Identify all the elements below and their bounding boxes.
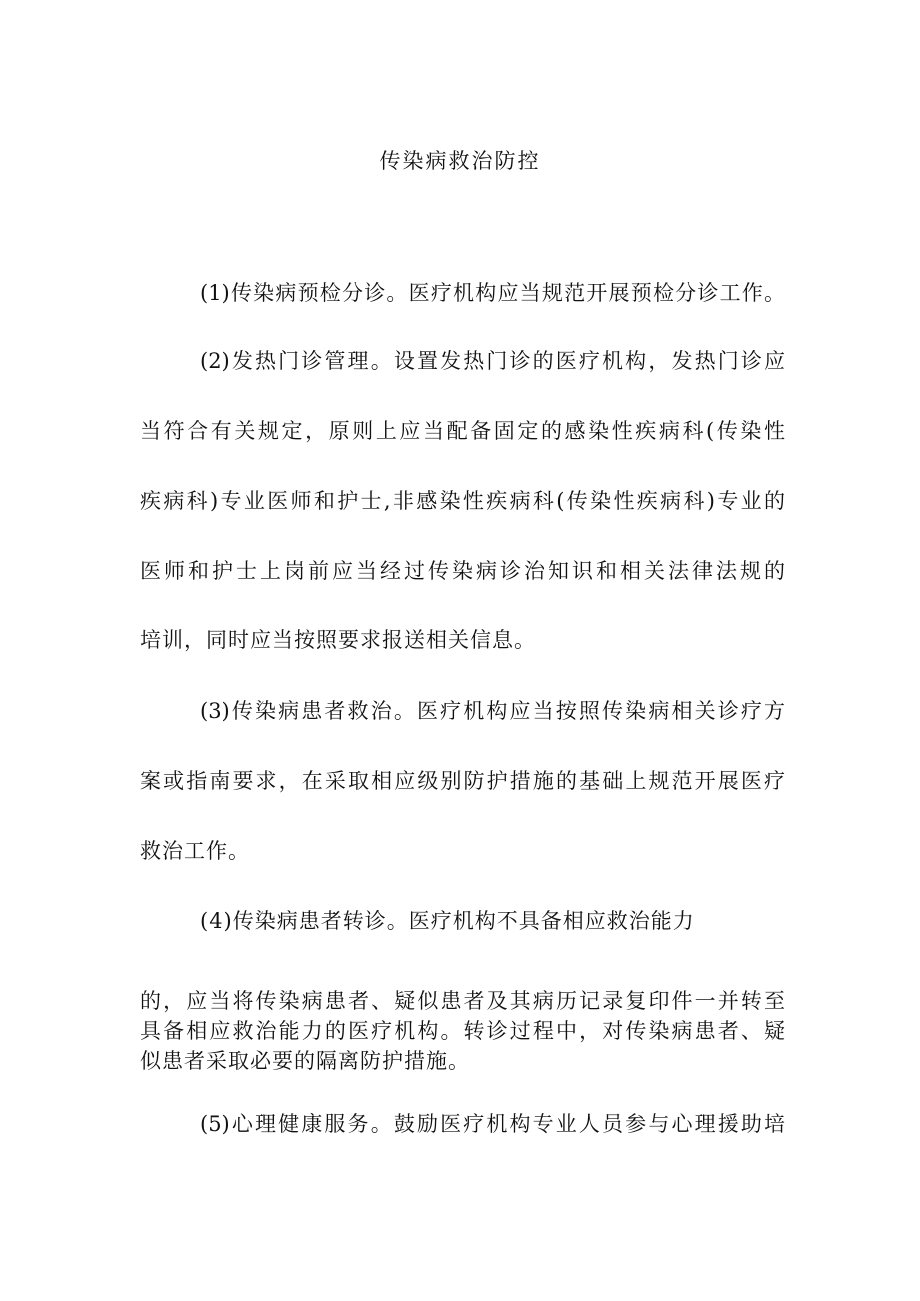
paragraph-3-line-3: 救治工作。	[140, 839, 250, 863]
paragraph-2-line-5: 培训，同时应当按照要求报送相关信息。	[140, 628, 536, 652]
paragraph-4-line-4: 似患者采取必要的隔离防护措施。	[140, 1049, 470, 1073]
paragraph-4-line-2: 的，应当将传染病患者、疑似患者及其病历记录复印件一并转至	[140, 989, 785, 1013]
paragraph-4-line-1: (4)传染病患者转诊。医疗机构不具备相应救治能力	[200, 909, 695, 933]
paragraph-4-line-3: 具备相应救治能力的医疗机构。转诊过程中，对传染病患者、疑	[140, 1019, 785, 1043]
page-title: 传染病救治防控	[379, 149, 541, 173]
paragraph-3-line-2: 案或指南要求，在采取相应级别防护措施的基础上规范开展医疗	[140, 769, 785, 793]
paragraph-2-line-2: 当符合有关规定，原则上应当配备固定的感染性疾病科(传染性	[140, 419, 785, 443]
paragraph-2-line-1: (2)发热门诊管理。设置发热门诊的医疗机构，发热门诊应	[200, 349, 785, 373]
paragraph-2-line-4: 医师和护士上岗前应当经过传染病诊治知识和相关法律法规的	[140, 559, 785, 583]
paragraph-2-line-3: 疾病科)专业医师和护士,非感染性疾病科(传染性疾病科)专业的	[140, 489, 785, 513]
paragraph-1-line-1: (1)传染病预检分诊。医疗机构应当规范开展预检分诊工作。	[200, 281, 785, 305]
paragraph-3-line-1: (3)传染病患者救治。医疗机构应当按照传染病相关诊疗方	[200, 699, 785, 723]
paragraph-5-line-1: (5)心理健康服务。鼓励医疗机构专业人员参与心理援助培	[200, 1112, 785, 1136]
